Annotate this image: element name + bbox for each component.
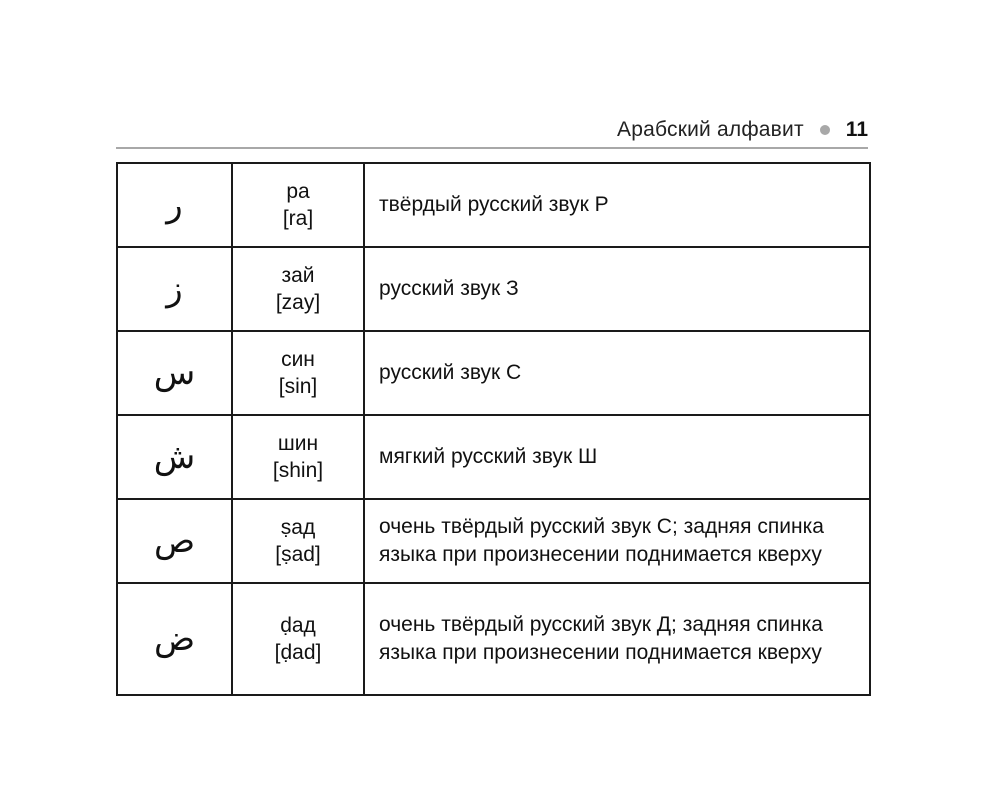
letter-description: русский звук З xyxy=(364,247,870,331)
letter-name: ḍад xyxy=(280,614,316,637)
letter-transliteration: [ṣad] xyxy=(275,543,321,566)
table-row xyxy=(117,499,870,583)
letter-transliteration: [zay] xyxy=(275,291,321,314)
letter-name-cell xyxy=(232,583,364,695)
table-row xyxy=(117,415,870,499)
letter-transliteration: [sin] xyxy=(278,375,318,398)
page-header xyxy=(116,115,868,149)
letter-description: твёрдый русский звук Р xyxy=(364,163,870,247)
letter-name: ра xyxy=(286,180,310,203)
letter-name-cell xyxy=(232,247,364,331)
header-inner xyxy=(617,115,868,145)
letter-transliteration: [ra] xyxy=(282,207,314,230)
letter-name: ṣад xyxy=(280,516,316,539)
table-row xyxy=(117,163,870,247)
arabic-letter: ص xyxy=(117,499,232,583)
arabic-letter: ر xyxy=(117,163,232,247)
table-row xyxy=(117,247,870,331)
letter-description: очень твёрдый русский звук С; задняя спинка языка при произнесении поднимается кверху xyxy=(364,499,870,583)
page-number: 11 xyxy=(845,118,868,141)
table-row xyxy=(117,583,870,695)
arabic-letter: س xyxy=(117,331,232,415)
arabic-letter: ز xyxy=(117,247,232,331)
letter-description: мягкий русский звук Ш xyxy=(364,415,870,499)
letter-name-cell xyxy=(232,499,364,583)
letter-name: зай xyxy=(281,264,315,287)
letter-name-cell xyxy=(232,163,364,247)
alphabet-table xyxy=(116,162,871,696)
letter-name: шин xyxy=(277,432,319,455)
letter-name-cell xyxy=(232,331,364,415)
header-title: Арабский алфавит xyxy=(617,118,804,141)
letter-name: син xyxy=(281,348,315,371)
bullet-icon xyxy=(820,125,830,135)
arabic-letter: ش xyxy=(117,415,232,499)
arabic-letter: ض xyxy=(117,583,232,695)
letter-description: русский звук С xyxy=(364,331,870,415)
table-row xyxy=(117,331,870,415)
letter-description: очень твёрдый русский звук Д; задняя спинка языка при произнесении поднимается кверху xyxy=(364,583,870,695)
letter-transliteration: [ḍad] xyxy=(274,641,322,664)
letter-name-cell xyxy=(232,415,364,499)
letter-transliteration: [shin] xyxy=(272,459,324,482)
